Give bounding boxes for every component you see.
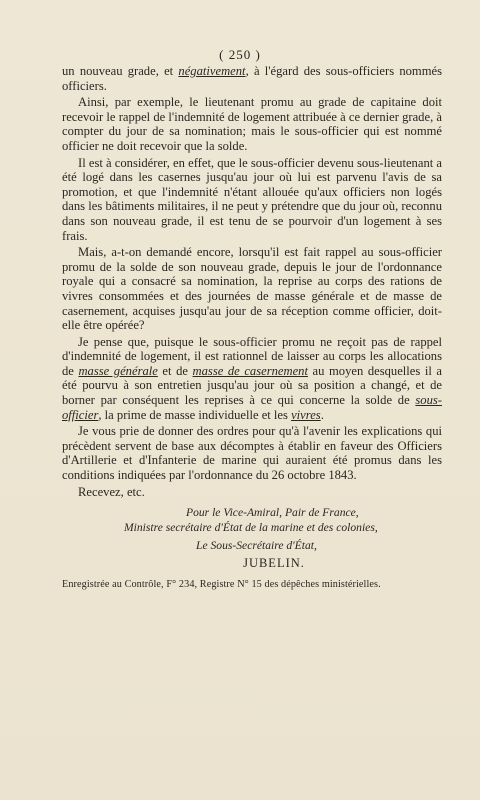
paragraph-3: Il est à considérer, en effet, que le sous-officier devenu sous-lieutenant a été logé dans les casernes jusqu'au jour où lui est parvenu l'avis de sa promotion, et que l'indemnité n'étant allouée qu'aux officiers non logés dans les bâtiments militaires, il ne peut y prétendre que du jour où, reconnu dans son nouveau grade, il est tenu de se pourvoir d'un logement à ses frais. bbox=[62, 155, 442, 243]
emphasis-text: masse de casernement bbox=[192, 363, 308, 378]
signatory-name: JUBELIN. bbox=[243, 556, 305, 571]
paragraph-1 bbox=[62, 64, 442, 93]
emphasis-text: vivres bbox=[291, 407, 321, 422]
signature-line-3: Le Sous-Secrétaire d'État, bbox=[196, 539, 317, 553]
page-number: ( 250 ) bbox=[219, 47, 261, 62]
body-text bbox=[62, 64, 442, 592]
registration-note: Enregistrée au Contrôle, F° 234, Registre N° 15 des dépêches ministérielles. bbox=[62, 578, 381, 590]
text-run: Je pense que, puisque le sous-officier promu ne reçoit pas de rappel d'indemnité de logement, il est rationnel de laisser au corps les allocations de bbox=[62, 334, 442, 378]
paragraph-4: Mais, a-t-on demandé encore, lorsqu'il est fait rappel au sous-officier promu de la solde de son nouveau grade, depuis le jour de l'ordonnance royale qui a consacré sa nomination, la reprise au corps des rations de vivres consommées et des journées de masse générale et de masse de casernement, acquises jusqu'au jour de sa réception comme officier, doit-elle être opérée? bbox=[62, 245, 442, 333]
text-run: , la prime de masse individuelle et les bbox=[98, 407, 292, 422]
emphasis-text: masse générale bbox=[78, 363, 158, 378]
emphasis-text: négativement bbox=[178, 64, 246, 78]
paragraph-2: Ainsi, par exemple, le lieutenant promu au grade de capitaine doit recevoir le rappel de l'indemnité de logement attribuée à ce dernier grade, à compter du jour de sa nomination; mais le sous-officier qui est nommé officier ne doit recevoir que la solde. bbox=[62, 95, 442, 153]
signature-line-2: Ministre secrétaire d'État de la marine et des colonies, bbox=[124, 521, 378, 535]
text-run: au moyen desquelles il a été pourvu à son entretien jusqu'au jour où sa position a changé, et de borner par conséquent les reprises à ce qui concerne la solde de bbox=[62, 363, 442, 408]
paragraph-7: Recevez, etc. bbox=[78, 484, 145, 499]
text-run: , à l'égard des sous-officiers nommés officiers. bbox=[62, 64, 443, 93]
paragraph-6: Je vous prie de donner des ordres pour qu'à l'avenir les explications qui précèdent servent de base aux décomptes à établir en faveur des Officiers d'Artillerie et d'Infanterie de marine qui auraient été promus dans les conditions indiquées par l'ordonnance du 26 octobre 1843. bbox=[62, 424, 442, 483]
text-run: un nouveau grade, et bbox=[62, 64, 179, 78]
signature-line-1: Pour le Vice-Amiral, Pair de France, bbox=[186, 506, 359, 520]
emphasis-text: sous-officier bbox=[62, 393, 442, 422]
text-run: et de bbox=[157, 363, 193, 378]
text-run: . bbox=[320, 407, 324, 422]
paragraph-5 bbox=[62, 335, 442, 423]
